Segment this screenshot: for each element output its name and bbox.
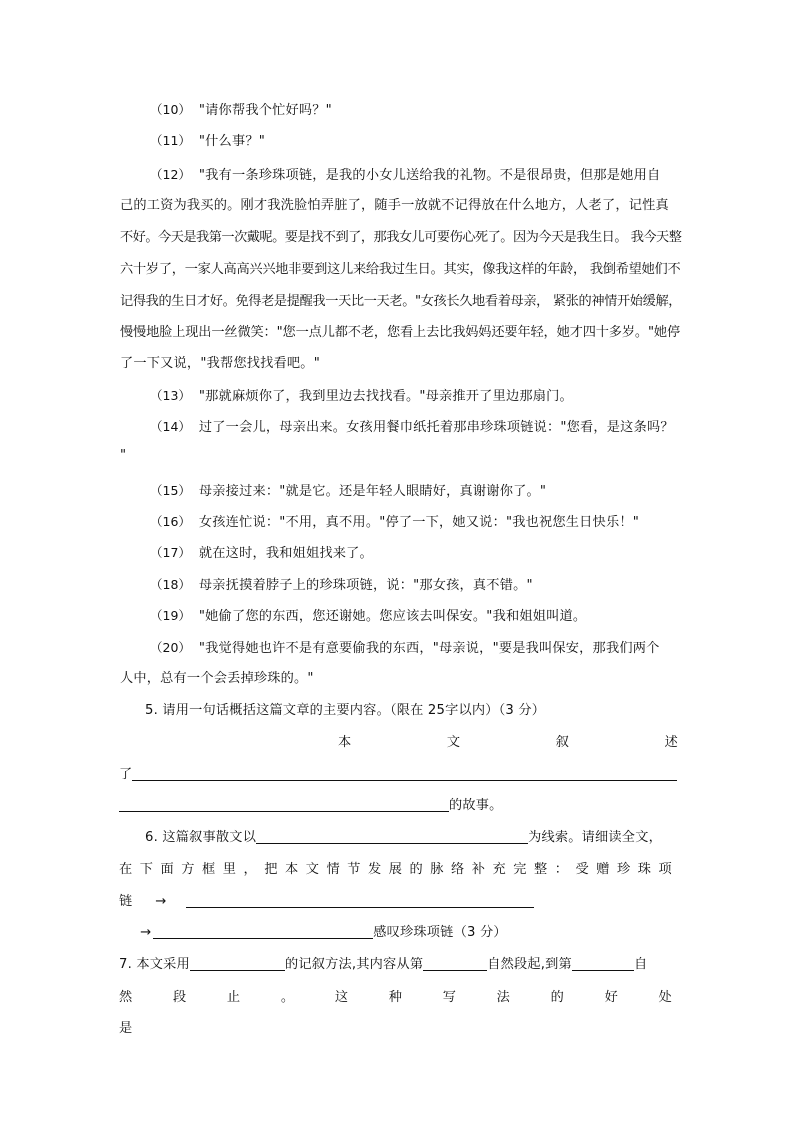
question-7-mid2: 自然段起,到第 — [487, 957, 572, 972]
spread-char: 写 — [442, 990, 457, 1005]
paragraph-text: "请你帮我个忙好吗？" — [198, 103, 332, 118]
answer-blank[interactable] — [423, 955, 487, 971]
spread-char: 节 — [347, 862, 361, 877]
question-7-mid1: 的记叙方法,其内容从第 — [284, 957, 424, 972]
spread-char: 止 — [226, 990, 241, 1005]
spread-char: 珠 — [637, 862, 652, 877]
spread-char: 这 — [334, 990, 349, 1005]
paragraph-number: （14） — [150, 419, 191, 434]
paragraph-number: （15） — [150, 483, 191, 498]
spread-char: 络 — [451, 862, 465, 877]
spread-char: 种 — [388, 990, 403, 1005]
spread-char: 情 — [326, 862, 340, 877]
answer-blank[interactable] — [572, 955, 634, 971]
paragraph-line: 了一下又说，"我帮您找找看吧。" — [120, 356, 320, 371]
paragraph-15 — [150, 481, 546, 502]
paragraph-text: "她偷了您的东西，您还谢她。您应该去叫保安。"我和姐姐叫道。 — [198, 609, 587, 624]
spread-char: 段 — [172, 990, 187, 1005]
question-5-ending: 的故事。 — [449, 798, 503, 813]
paragraph-line: 记得我的生日才好。免得老是提醒我一天比一天老。"女孩长久地看着母亲， 紧张的神情开始缓解， — [120, 294, 682, 309]
question-7-end: 自 — [633, 957, 648, 972]
question-6-line-4 — [140, 923, 507, 943]
paragraph-text: 女孩连忙说："不用，真不用。"停了一下，她又说："我也祝您生日快乐！" — [198, 515, 639, 530]
spread-char: 展 — [388, 862, 403, 877]
spread-char: 充 — [492, 862, 506, 877]
question-7-line-1 — [119, 955, 647, 975]
spread-char: 下 — [139, 862, 154, 877]
spread-char: 的 — [409, 862, 423, 877]
paragraph-16 — [150, 512, 639, 533]
spread-char: 本 — [338, 735, 352, 750]
answer-blank[interactable] — [132, 765, 677, 781]
answer-blank[interactable] — [190, 955, 285, 971]
spread-char: 发 — [368, 862, 382, 877]
question-5-prompt: 5. 请用一句话概括这篇文章的主要内容。（限在 25字以内）（3 分） — [145, 703, 546, 718]
arrow-icon: → — [155, 894, 167, 909]
paragraph-number: （16） — [150, 514, 191, 529]
paragraph-12 — [150, 165, 660, 186]
paragraph-17 — [150, 543, 373, 564]
paragraph-number: （17） — [150, 545, 191, 560]
paragraph-line: 慢慢地脸上现出一丝微笑："您一点儿都不老，您看上去比我妈妈还要年轻，她才四十多岁。"她停 — [120, 325, 680, 340]
paragraph-18 — [150, 575, 533, 596]
spread-char: 的 — [550, 990, 565, 1005]
question-6-line-1 — [145, 828, 662, 848]
spread-char: 赠 — [596, 862, 610, 877]
paragraph-14 — [150, 417, 674, 438]
paragraph-line: 过了一会儿，母亲出来。女孩用餐巾纸托着那串珍珠项链说："您看，是这条吗？ — [198, 420, 674, 435]
question-5-spread-line — [338, 733, 678, 753]
question-6-spread-line — [119, 860, 672, 880]
spread-char: 叙 — [555, 735, 570, 750]
question-6-line-3 — [119, 892, 534, 912]
question-5-line-2 — [119, 765, 677, 785]
paragraph-line: " — [120, 448, 127, 463]
arrow-icon: → — [140, 925, 152, 940]
paragraph-text: 母亲抚摸着脖子上的珍珠项链，说："那女孩，真不错。" — [198, 578, 533, 593]
paragraph-text: 就在这时，我和姐姐找来了。 — [198, 546, 373, 561]
paragraph-line: 己的工资为我买的。刚才我洗脸怕弄脏了，随手一放就不记得放在什么地方，人老了，记性真 — [120, 198, 669, 213]
answer-blank[interactable] — [186, 892, 534, 908]
question-6-start: 6. 这篇叙事散文以 — [145, 830, 257, 845]
spread-char: 完 — [513, 862, 527, 877]
spread-char: 框 — [202, 862, 216, 877]
paragraph-line: 不好。今天是我第一次戴呢。要是找不到了，那我女儿可要伤心死了。因为今天是我生日。 我今天整 — [120, 230, 682, 245]
le-char: 了 — [119, 767, 133, 782]
answer-blank[interactable] — [153, 923, 373, 939]
paragraph-text: 母亲接过来："就是它。还是年轻人眼睛好，真谢谢你了。" — [198, 484, 547, 499]
spread-char: 受 — [575, 862, 589, 877]
answer-blank[interactable] — [119, 796, 449, 812]
spread-char: ： — [554, 862, 569, 877]
spread-char: ， — [243, 862, 257, 877]
paragraph-number: （13） — [150, 388, 191, 403]
paragraph-text: "那就麻烦你了，我到里边去找找看。"母亲推开了里边那扇门。 — [198, 389, 573, 404]
spread-char: 法 — [496, 990, 511, 1005]
paragraph-13 — [150, 386, 573, 407]
paragraph-line: 六十岁了，一家人高高兴兴地非要到这儿来给我过生日。其实，像我这样的年龄， 我倒希望她们不 — [120, 262, 681, 277]
paragraph-number: （10） — [150, 102, 191, 117]
paragraph-11 — [150, 131, 265, 152]
spread-char: 珍 — [617, 862, 631, 877]
spread-char: 脉 — [430, 862, 444, 877]
spread-char: 面 — [160, 862, 174, 877]
question-7-start: 7. 本文采用 — [119, 957, 190, 972]
spread-char: 好 — [604, 990, 618, 1005]
spread-char: 文 — [305, 862, 320, 877]
spread-char: 然 — [119, 990, 133, 1005]
question-7-spread-line — [119, 988, 672, 1008]
question-7-line-3: 是 — [119, 1021, 133, 1036]
answer-blank[interactable] — [256, 828, 528, 844]
spread-char: 项 — [658, 862, 672, 877]
spread-char: 处 — [658, 990, 672, 1005]
paragraph-number: （18） — [150, 577, 191, 592]
paragraph-line: "我觉得她也许不是有意要偷我的东西，"母亲说，"要是我叫保安，那我们两个 — [198, 641, 660, 656]
paragraph-number: （12） — [150, 167, 191, 182]
question-5-line-3 — [119, 796, 503, 816]
spread-char: 述 — [664, 735, 678, 750]
spread-char: 。 — [280, 990, 295, 1005]
spread-char: 方 — [181, 862, 195, 877]
paragraph-line: "我有一条珍珠项链，是我的小女儿送给我的礼物。不是很昂贵，但那是她用自 — [198, 168, 661, 183]
spread-char: 整 — [534, 862, 548, 877]
paragraph-text: "什么事？" — [198, 134, 265, 149]
question-6-last: 感叹珍珠项链（3 分） — [373, 925, 507, 940]
paragraph-19 — [150, 606, 586, 627]
spread-char: 本 — [285, 862, 299, 877]
lian-char: 链 — [119, 894, 133, 909]
paragraph-line: 人中，总有一个会丢掉珍珠的。" — [120, 671, 314, 686]
paragraph-number: （19） — [150, 608, 191, 623]
question-6-after: 为线索。请细读全文， — [528, 830, 662, 845]
paragraph-number: （11） — [150, 133, 191, 148]
spread-char: 把 — [264, 862, 278, 877]
spread-char: 里 — [222, 862, 237, 877]
paragraph-20 — [150, 638, 660, 659]
paragraph-10 — [150, 100, 332, 121]
spread-char: 文 — [446, 735, 461, 750]
spread-char: 在 — [119, 862, 133, 877]
spread-char: 补 — [471, 862, 486, 877]
paragraph-number: （20） — [150, 640, 191, 655]
